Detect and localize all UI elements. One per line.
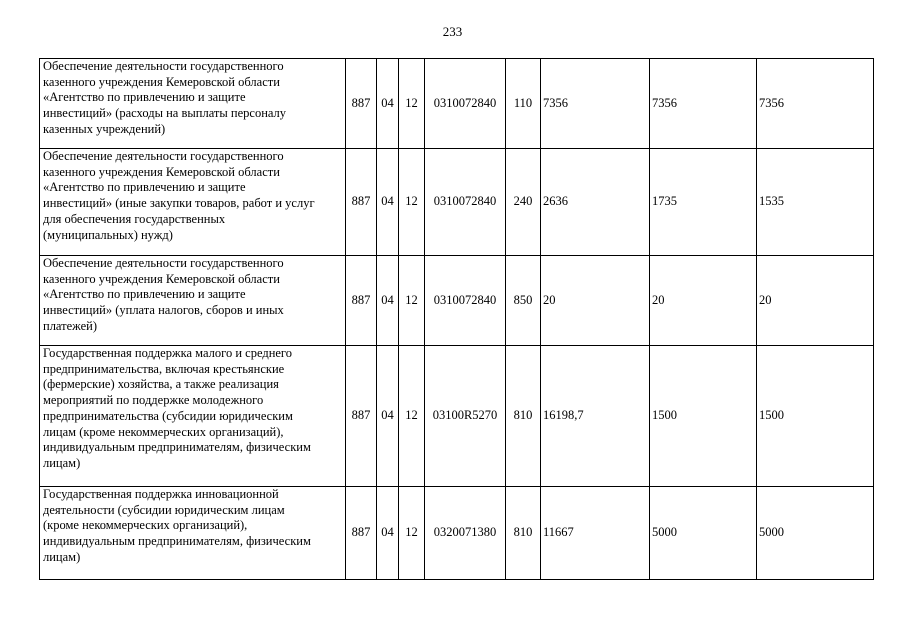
table-row <box>40 346 874 487</box>
target-code: 0310072840 <box>425 256 506 346</box>
ministry-code: 887 <box>346 149 377 256</box>
amount-year3: 20 <box>757 256 874 346</box>
subsection-code: 12 <box>399 59 425 149</box>
amount-year2: 1735 <box>650 149 757 256</box>
row-description: Обеспечение деятельности государственного казенного учреждения Кемеровской области «Агентство по привлечению и защите инвестиций» (расходы на выплаты персоналу казенных учреждений) <box>40 59 346 149</box>
target-code: 03100R5270 <box>425 346 506 487</box>
section-code: 04 <box>377 346 399 487</box>
section-code: 04 <box>377 149 399 256</box>
row-description: Обеспечение деятельности государственного казенного учреждения Кемеровской области «Агентство по привлечению и защите инвестиций» (иные закупки товаров, работ и услуг для обеспечения государственных (муниципальных) нужд) <box>40 149 346 256</box>
subsection-code: 12 <box>399 256 425 346</box>
ministry-code: 887 <box>346 487 377 580</box>
section-code: 04 <box>377 256 399 346</box>
amount-year1: 11667 <box>541 487 650 580</box>
row-description: Обеспечение деятельности государственного казенного учреждения Кемеровской области «Агентство по привлечению и защите инвестиций» (уплата налогов, сборов и иных платежей) <box>40 256 346 346</box>
subsection-code: 12 <box>399 149 425 256</box>
section-code: 04 <box>377 59 399 149</box>
expense-type-code: 810 <box>506 346 541 487</box>
amount-year2: 7356 <box>650 59 757 149</box>
amount-year2: 1500 <box>650 346 757 487</box>
subsection-code: 12 <box>399 487 425 580</box>
table-row <box>40 487 874 580</box>
expense-type-code: 110 <box>506 59 541 149</box>
amount-year1: 16198,7 <box>541 346 650 487</box>
subsection-code: 12 <box>399 346 425 487</box>
target-code: 0310072840 <box>425 149 506 256</box>
table-row <box>40 59 874 149</box>
amount-year3: 7356 <box>757 59 874 149</box>
amount-year1: 2636 <box>541 149 650 256</box>
amount-year3: 1535 <box>757 149 874 256</box>
ministry-code: 887 <box>346 59 377 149</box>
page-number: 233 <box>442 24 463 39</box>
amount-year3: 5000 <box>757 487 874 580</box>
amount-year2: 5000 <box>650 487 757 580</box>
expense-type-code: 810 <box>506 487 541 580</box>
ministry-code: 887 <box>346 256 377 346</box>
amount-year1: 20 <box>541 256 650 346</box>
amount-year3: 1500 <box>757 346 874 487</box>
target-code: 0320071380 <box>425 487 506 580</box>
target-code: 0310072840 <box>425 59 506 149</box>
row-description: Государственная поддержка малого и среднего предпринимательства, включая крестьянские (фермерские) хозяйства, а также реализация мероприятий по поддержке молодежного предпринимательства (субсидии юридическим лицам (кроме некоммерческих организаций), индивидуальным предпринимателям, физическим лицам) <box>40 346 346 487</box>
amount-year2: 20 <box>650 256 757 346</box>
expense-type-code: 240 <box>506 149 541 256</box>
row-description: Государственная поддержка инновационной деятельности (субсидии юридическим лицам (кроме некоммерческих организаций), индивидуальным предпринимателям, физическим лицам) <box>40 487 346 580</box>
table-row <box>40 256 874 346</box>
amount-year1: 7356 <box>541 59 650 149</box>
section-code: 04 <box>377 487 399 580</box>
ministry-code: 887 <box>346 346 377 487</box>
expense-type-code: 850 <box>506 256 541 346</box>
budget-table <box>39 58 874 580</box>
table-row <box>40 149 874 256</box>
